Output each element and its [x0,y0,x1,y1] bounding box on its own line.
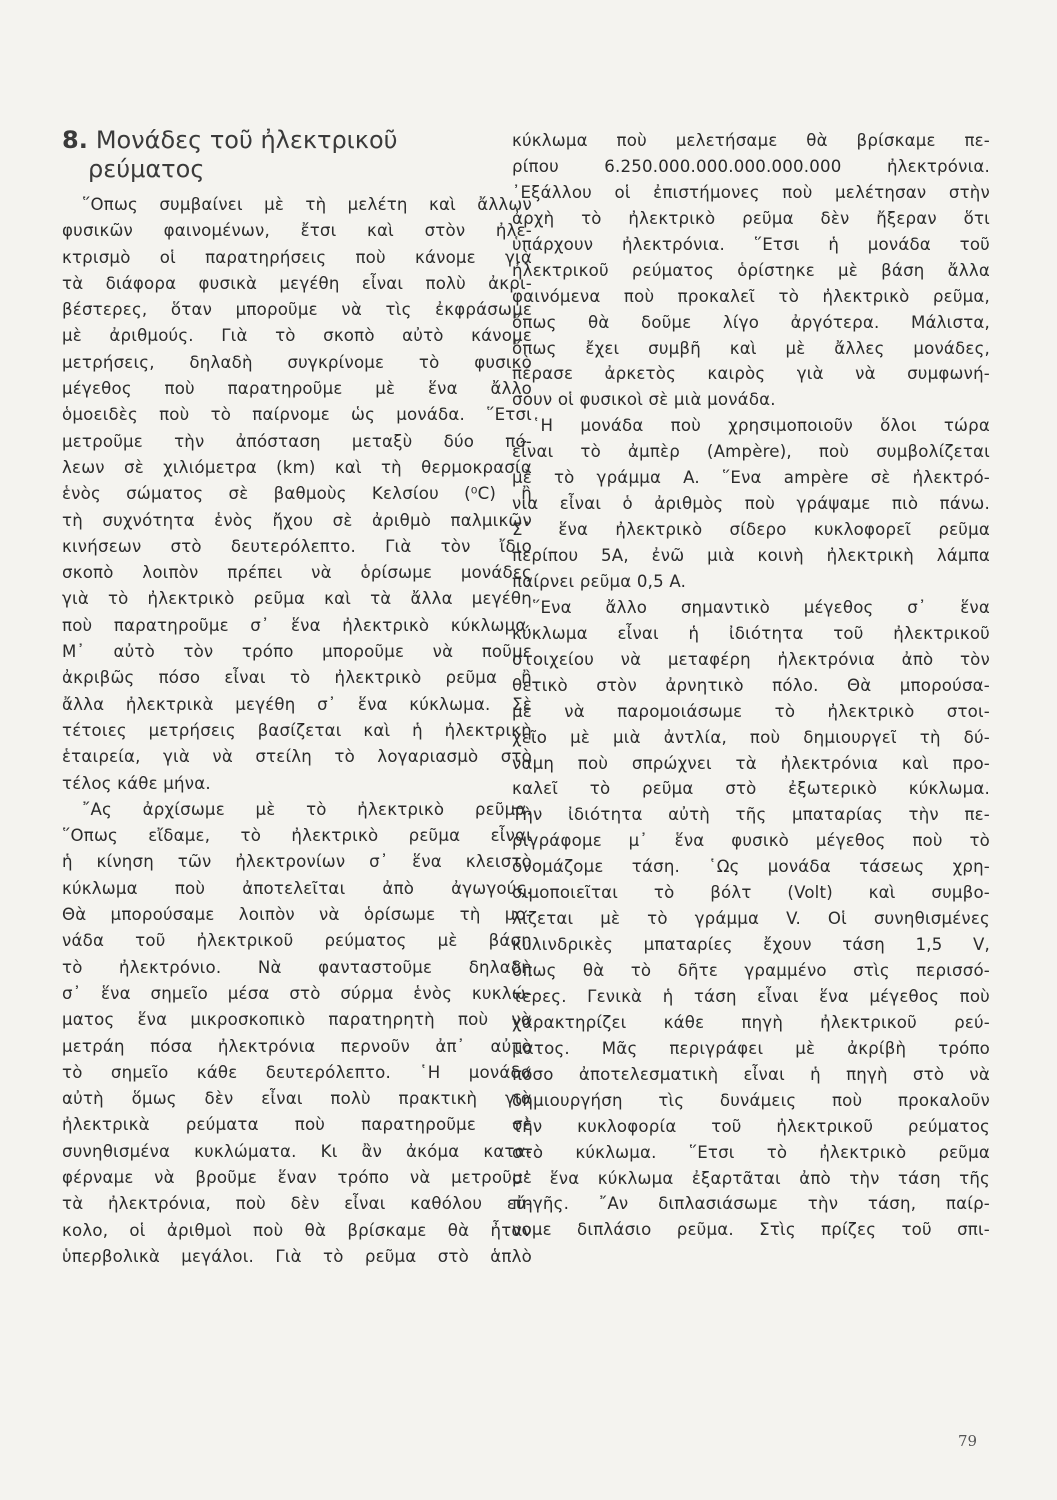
text-line: πηγῆς. ῎Αν διπλασιάσωμε τὴν τάση, παίρ- [512,1194,990,1214]
text-line: κολο, οἱ ἀριθμοὶ ποὺ θὰ βρίσκαμε θὰ ἦταν [62,1220,532,1240]
text-line: νια εἶναι ὁ ἀριθμὸς ποὺ γράψαμε πιὸ πάνω. [512,494,990,514]
text-line: Μ᾽ αὐτὸ τὸν τρόπο μποροῦμε νὰ ποῦμε [62,642,532,662]
left-column [62,126,532,1270]
text-line: κυλινδρικὲς μπαταρίες ἔχουν τάση 1,5 V, [512,935,990,955]
text-line: μὲ τὸ γράμμα A. ῞Ενα ampère σὲ ἠλεκτρό- [512,468,990,488]
section-title-line2: ρεύματος [88,155,205,183]
text-line: συνηθισμένα κυκλώματα. Κι ἂν ἀκόμα κατα- [62,1141,532,1161]
text-line: φέρναμε νὰ βροῦμε ἕναν τρόπο νὰ μετροῦμε [62,1167,532,1187]
text-line: ἠλεκτρικὰ ρεύματα ποὺ παρατηροῦμε σὲ [62,1115,532,1135]
text-line: ναμη ποὺ σπρώχνει τὰ ἠλεκτρόνια καὶ προ- [512,753,990,773]
text-line: ῞Οπως συμβαίνει μὲ τὴ μελέτη καὶ ἄλλων [82,195,532,214]
text-line: ἄλλα ἠλεκτρικὰ μεγέθη σ᾽ ἕνα κύκλωμα. Σὲ [62,694,532,714]
text-line: αὐτὴ ὅμως δὲν εἶναι πολὺ πρακτικὴ γιὰ [62,1089,532,1109]
text-line: ὅπως ἔχει συμβῆ καὶ μὲ ἄλλες μονάδες, [512,338,990,358]
section-number: 8. [62,126,88,154]
text-line: τὸ σημεῖο κάθε δευτερόλεπτο. ῾Η μονάδα [62,1062,532,1082]
text-line: τὰ διάφορα φυσικὰ μεγέθη εἶναι πολὺ ἀκρι- [62,273,532,293]
text-line: γιὰ τὸ ἠλεκτρικὸ ρεῦμα καὶ τὰ ἄλλα μεγέθη [62,589,532,609]
text-line: σκοπὸ λοιπὸν πρέπει νὰ ὁρίσωμε μονάδες [62,563,532,583]
text-line: χεῖο μὲ μιὰ ἀντλία, ποὺ δημιουργεῖ τὴ δύ- [512,727,990,747]
text-line: σιμοποιεῖται τὸ βόλτ (Volt) καὶ συμβο- [512,883,990,903]
text-line: κτρισμὸ οἱ παρατηρήσεις ποὺ κάνομε γιὰ [62,247,532,267]
text-line: λεων σὲ χιλιόμετρα (km) καὶ τὴ θερμοκρασία [62,457,532,477]
text-line: ῞Ενα ἄλλο σημαντικὸ μέγεθος σ᾽ ἕνα [532,597,990,617]
text-line: σ᾽ ἕνα κύκλωμα ἐξαρτᾶται ἀπὸ τὴν τάση τῆς [512,1168,990,1188]
text-line: κύκλωμα ποὺ ἀποτελεῖται ἀπὸ ἀγωγούς. [62,878,532,898]
section-title-line1: Μονάδες τοῦ ἠλεκτρικοῦ [95,126,398,154]
text-line: θετικὸ στὸν ἀρνητικὸ πόλο. Θὰ μπορούσα- [512,675,990,695]
text-line: ἡ κίνηση τῶν ἠλεκτρονίων σ᾽ ἕνα κλειστὸ [62,852,532,872]
text-line: τὴν κυκλοφορία τοῦ ἠλεκτρικοῦ ρεύματος [512,1116,990,1136]
text-line: ὅπως θὰ τὸ δῆτε γραμμένο στὶς περισσό- [512,961,990,980]
text-line: κινήσεων στὸ δευτερόλεπτο. Γιὰ τὸν ἴδιο [62,536,532,556]
text-line: ἠλεκτρικοῦ ρεύματος ὁρίστηκε μὲ βάση ἄλλα [512,260,990,280]
text-line: μέγεθος ποὺ παρατηροῦμε μὲ ἕνα ἄλλο [62,379,532,399]
text-line: τερες. Γενικὰ ἡ τάση εἶναι ἕνα μέγεθος ποὺ [512,986,990,1006]
text-line: ἀρχὴ τὸ ἠλεκτρικὸ ρεῦμα δὲν ἤξεραν ὅτι [512,208,990,228]
text-line: καλεῖ τὸ ρεῦμα στὸ ἐξωτερικὸ κύκλωμα. [512,779,990,799]
text-line: μετροῦμε τὴν ἀπόσταση μεταξὺ δύο πό- [62,431,532,451]
text-line: νάδα τοῦ ἠλεκτρικοῦ ρεύματος μὲ βάση [62,931,532,951]
text-line: πόσο ἀποτελεσματικὴ εἶναι ἡ πηγὴ στὸ νὰ [512,1064,990,1084]
text-line: ὅπως θὰ δοῦμε λίγο ἀργότερα. Μάλιστα, [512,312,990,332]
text-line: ματος. Μᾶς περιγράφει μὲ ἀκρίβὴ τρόπο [512,1038,990,1058]
text-line: παίρνει ρεῦμα 0,5 A. [512,571,687,591]
text-line: με νὰ παρομοιάσωμε τὸ ἠλεκτρικὸ στοι- [512,701,990,721]
text-line: Σ᾽ ἕνα ἠλεκτρικὸ σίδερο κυκλοφορεῖ ρεῦμα [512,520,990,540]
text-line: ὑπάρχουν ἠλεκτρόνια. ῞Ετσι ἡ μονάδα τοῦ [512,234,990,254]
text-line: τὴ συχνότητα ἑνὸς ἤχου σὲ ἀριθμὸ παλμικῶν [62,510,532,530]
text-line: ριγράφομε μ᾽ ἕνα φυσικὸ μέγεθος ποὺ τὸ [512,831,990,851]
text-line: φυσικῶν φαινομένων, ἔτσι καὶ στὸν ἠλε- [62,221,532,241]
text-line: πέρασε ἀρκετὸς καιρὸς γιὰ νὰ συμφωνή- [512,364,990,384]
section-heading [62,126,532,184]
page-number: 79 [958,1432,978,1450]
text-line: τέλος κάθε μήνα. [62,773,211,793]
text-line: ματος ἕνα μικροσκοπικὸ παρατηρητὴ ποὺ νὰ [62,1010,532,1030]
text-line: μὲ ἀριθμούς. Γιὰ τὸ σκοπὸ αὐτὸ κάνομε [62,326,532,346]
text-line: ἑταιρεία, γιὰ νὰ στείλη τὸ λογαριασμὸ στὸ [62,747,532,767]
text-line: λίζεται μὲ τὸ γράμμα V. Οἱ συνηθισμένες [512,909,990,929]
text-line: σουν οἱ φυσικοὶ σὲ μιὰ μονάδα. [512,390,776,410]
text-line: τὸ ἠλεκτρόνιο. Νὰ φανταστοῦμε δηλαδὴ [62,957,532,977]
text-line: ᾽Εξάλλου οἱ ἐπιστήμονες ποὺ μελέτησαν στὴν [512,182,990,202]
text-line: στοιχείου νὰ μεταφέρη ἠλεκτρόνια ἀπὸ τὸν [512,649,990,669]
text-line: δημιουργήση τὶς δυνάμεις ποὺ προκαλοῦν [512,1090,990,1110]
text-line: εἶναι τὸ ἀμπὲρ (Ampère), ποὺ συμβολίζεται [512,442,990,462]
text-line: ῎Ας ἀρχίσωμε μὲ τὸ ἠλεκτρικὸ ρεῦμα. [82,799,532,819]
text-line: κύκλωμα εἶναι ἡ ἰδιότητα τοῦ ἠλεκτρικοῦ [512,623,990,643]
text-line: μετρήσεις, δηλαδὴ συγκρίνομε τὸ φυσικὸ [62,352,532,372]
text-line: ῞Οπως εἴδαμε, τὸ ἠλεκτρικὸ ρεῦμα εἶναι [62,826,532,846]
text-line: ὁμοειδὲς ποὺ τὸ παίρνομε ὡς μονάδα. ῞Ετσι [62,405,532,425]
text-line: τὰ ἠλεκτρόνια, ποὺ δὲν εἶναι καθόλου εὔ- [62,1194,532,1214]
text-line: σ᾽ ἕνα σημεῖο μέσα στὸ σύρμα ἑνὸς κυκλώ- [62,983,532,1003]
text-line: ποὺ παρατηροῦμε σ᾽ ἕνα ἠλεκτρικὸ κύκλωμα. [62,615,532,635]
text-line: Τὴν ἰδιότητα αὐτὴ τῆς μπαταρίας τὴν πε- [512,805,990,825]
text-line: κύκλωμα ποὺ μελετήσαμε θὰ βρίσκαμε πε- [512,131,990,150]
text-line: περίπου 5A, ἐνῶ μιὰ κοινὴ ἠλεκτρικὴ λάμπα [512,546,990,565]
text-line: μετράη πόσα ἠλεκτρόνια περνοῦν ἀπ᾽ αὐτὸ [62,1036,532,1056]
text-line: ὑπερβολικὰ μεγάλοι. Γιὰ τὸ ρεῦμα στὸ ἁπλὸ [62,1246,532,1266]
text-line: ἀκριβῶς πόσο εἶναι τὸ ἠλεκτρικὸ ρεῦμα ἢ [62,668,532,688]
text-line: ρίπου 6.250.000.000.000.000.000 ἠλεκτρόνια. [512,156,990,176]
text-line: χαρακτηρίζει κάθε πηγὴ ἠλεκτρικοῦ ρεύ- [512,1012,990,1032]
text-line: βέστερες, ὅταν μποροῦμε νὰ τὶς ἐκφράσωμε [62,300,532,320]
text-line: φαινόμενα ποὺ προκαλεῖ τὸ ἠλεκτρικὸ ρεῦμα, [512,286,990,306]
text-line: ἑνὸς σώματος σὲ βαθμοὺς Κελσίου (⁰C) ἢ [62,484,532,504]
text-line: τέτοιες μετρήσεις βασίζεται καὶ ἡ ἠλεκτρικὴ [62,720,532,740]
text-line: νομε διπλάσιο ρεῦμα. Στὶς πρίζες τοῦ σπι- [512,1220,990,1240]
right-column [512,128,990,1243]
text-line: ὀνομάζομε τάση. ῾Ως μονάδα τάσεως χρη- [512,857,990,877]
text-line: Θὰ μπορούσαμε λοιπὸν νὰ ὁρίσωμε τὴ μο- [62,905,532,925]
text-line: ῾Η μονάδα ποὺ χρησιμοποιοῦν ὅλοι τώρα [532,416,990,436]
text-line: στὸ κύκλωμα. ῞Ετσι τὸ ἠλεκτρικὸ ρεῦμα [512,1142,990,1162]
left-text-lines [62,192,532,1270]
